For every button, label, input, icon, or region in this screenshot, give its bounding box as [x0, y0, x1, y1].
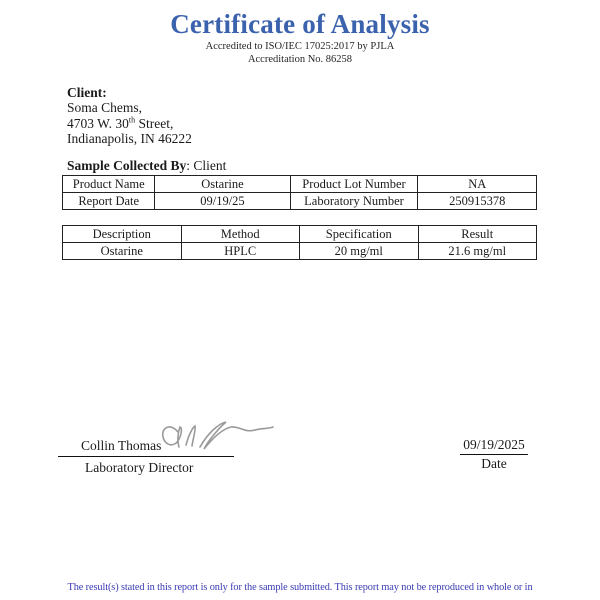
report-date-label-cell: Report Date: [63, 193, 155, 210]
signatory-title: Laboratory Director: [85, 460, 194, 475]
product-lot-label-cell: Product Lot Number: [290, 176, 418, 193]
client-name: Soma Chems,: [67, 100, 143, 116]
date-label: Date: [481, 456, 507, 471]
client-city: Indianapolis, IN 46222: [67, 130, 192, 146]
product-name-label-cell: Product Name: [63, 176, 155, 193]
results-header-row: [63, 226, 537, 243]
table-row: [63, 176, 537, 193]
certificate-header: [0, 0, 600, 67]
client-label: Client:: [67, 84, 107, 100]
accreditation-lines: [0, 41, 600, 67]
results-data-row: [63, 243, 537, 260]
report-date-value-cell: 09/19/25: [155, 193, 290, 210]
footer-disclaimer: The result(s) stated in this report is only for the sample submitted. This report may not be reproduced in whole or in: [67, 582, 533, 593]
lab-number-value-cell: 250915378: [418, 193, 537, 210]
method-value-cell: HPLC: [181, 243, 300, 260]
product-name-value-cell: Ostarine: [155, 176, 290, 193]
specification-value-cell: 20 mg/ml: [300, 243, 419, 260]
certificate-title: Certificate of Analysis: [170, 9, 430, 39]
client-block: [67, 85, 600, 146]
description-value-cell: Ostarine: [63, 243, 182, 260]
product-lot-value-cell: NA: [418, 176, 537, 193]
sample-collected-label: Sample Collected By: [67, 158, 187, 174]
specification-header-cell: Specification: [300, 226, 419, 243]
accreditation-line-2: Accreditation No. 86258: [247, 54, 353, 66]
result-header-cell: Result: [418, 226, 537, 243]
sample-collected-line: [67, 158, 600, 173]
date-value: 09/19/2025: [460, 437, 528, 455]
product-info-table: [62, 175, 537, 210]
description-header-cell: Description: [63, 226, 182, 243]
result-value-cell: 21.6 mg/ml: [418, 243, 537, 260]
lab-number-label-cell: Laboratory Number: [290, 193, 418, 210]
table-row: [63, 193, 537, 210]
method-header-cell: Method: [181, 226, 300, 243]
signatory-name: Collin Thomas: [81, 438, 162, 453]
client-street: [67, 116, 600, 131]
client-street-ordinal: th: [128, 115, 136, 125]
accreditation-line-1: Accredited to ISO/IEC 17025:2017 by PJLA: [205, 41, 395, 53]
date-block: [450, 437, 538, 472]
results-table: [62, 225, 537, 260]
signature-scribble-icon: [156, 419, 286, 463]
signature-block: [58, 417, 234, 476]
sample-collected-value: : Client: [186, 158, 227, 174]
client-street-base: 4703 W. 30: [67, 115, 129, 131]
client-street-rest: Street,: [135, 115, 174, 131]
